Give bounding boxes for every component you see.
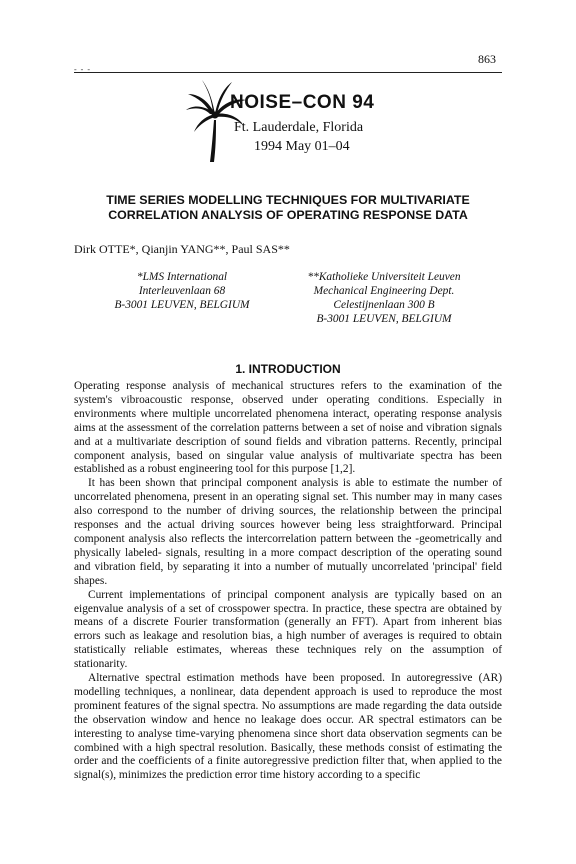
page-number: 863 bbox=[478, 52, 496, 66]
affiliation-line: *LMS International bbox=[136, 271, 228, 283]
affiliation-line: Interleuvenlaan 68 bbox=[138, 285, 226, 297]
conference-name: NOISE–CON 94 bbox=[230, 92, 375, 113]
affiliation-kul bbox=[296, 270, 472, 326]
affiliation-line: B-3001 LEUVEN, BELGIUM bbox=[316, 313, 452, 325]
body-text bbox=[74, 380, 502, 783]
conference-logo bbox=[186, 80, 386, 166]
affiliation-line: Mechanical Engineering Dept. bbox=[313, 285, 455, 297]
paper-title bbox=[74, 193, 502, 223]
affiliation-line: B-3001 LEUVEN, BELGIUM bbox=[114, 299, 250, 311]
paragraph: Alternative spectral estimation methods have been proposed. In autoregressive (AR) modelling techniques, a nonlinear, data dependent approach is used to reproduce the most prominent features of the signal spectra. No assumptions are made regarding the data outside the observation window and hence no leakage does occur. AR spectral estimators can be interesting to analyse time-varying phenomena since short data observation segments can be combined with a high spectral resolution. Basically, these methods consist of estimating the order and the coefficients of a finite autoregressive prediction filter that, when applied to the signal(s), minimizes the prediction error time history according to a specific bbox=[74, 672, 502, 782]
header-rule bbox=[74, 72, 502, 73]
header-rule-marks: - - - bbox=[74, 65, 91, 74]
conference-place: Ft. Lauderdale, Florida bbox=[234, 120, 364, 135]
affiliation-lms bbox=[94, 270, 270, 312]
affiliation-line: Celestijnenlaan 300 B bbox=[333, 299, 435, 311]
title-line: TIME SERIES MODELLING TECHNIQUES FOR MULTIVARIATE bbox=[106, 193, 470, 207]
section-heading: 1. INTRODUCTION bbox=[235, 362, 341, 376]
paragraph: Current implementations of principal component analysis are typically based on an eigenvalue analysis of a set of crosspower spectra. In practice, these spectra are obtained by means of a discrete Fourier transformation (generally an FFT). Apart from inherent bias errors such as leakage and resolution bias, a high number of averages is required to obtain statistically reliable estimates, whereas these techniques rely on the assumption of stationarity. bbox=[74, 588, 502, 671]
author-list: Dirk OTTE*, Qianjin YANG**, Paul SAS** bbox=[74, 242, 290, 256]
paragraph: It has been shown that principal component analysis is able to estimate the number of uncorrelated phenomena, present in an operating signal set. This number may in many cases also correspond to the number of driving sources, the relationship between the principal responses and the actual driving sources however being less straightforward. Principal component analysis also reflects the intercorrelation pattern between the -geometrically and physically labeled- signals, resulting in a more compact description of the operating sound and vibration field, by separating it into a number of mutually uncorrelated 'principal' field shapes. bbox=[74, 477, 502, 587]
affiliation-line: **Katholieke Universiteit Leuven bbox=[307, 271, 461, 283]
title-line: CORRELATION ANALYSIS OF OPERATING RESPONSE DATA bbox=[108, 208, 468, 222]
conference-date: 1994 May 01–04 bbox=[254, 139, 350, 154]
paragraph: Operating response analysis of mechanical structures refers to the examination of the system's vibroacoustic response, observed under operating conditions. Especially in environments where multiple uncorrelated phenomena interact, operating response analysis aims at the assessment of the correlation patterns between a set of noise and vibration signals and at a multivariate description of sound fields and vibration patterns. Recently, principal component analysis, based on singular value analysis of multivariate spectra has been established as a robust engineering tool for this purpose [1,2]. bbox=[74, 380, 502, 476]
